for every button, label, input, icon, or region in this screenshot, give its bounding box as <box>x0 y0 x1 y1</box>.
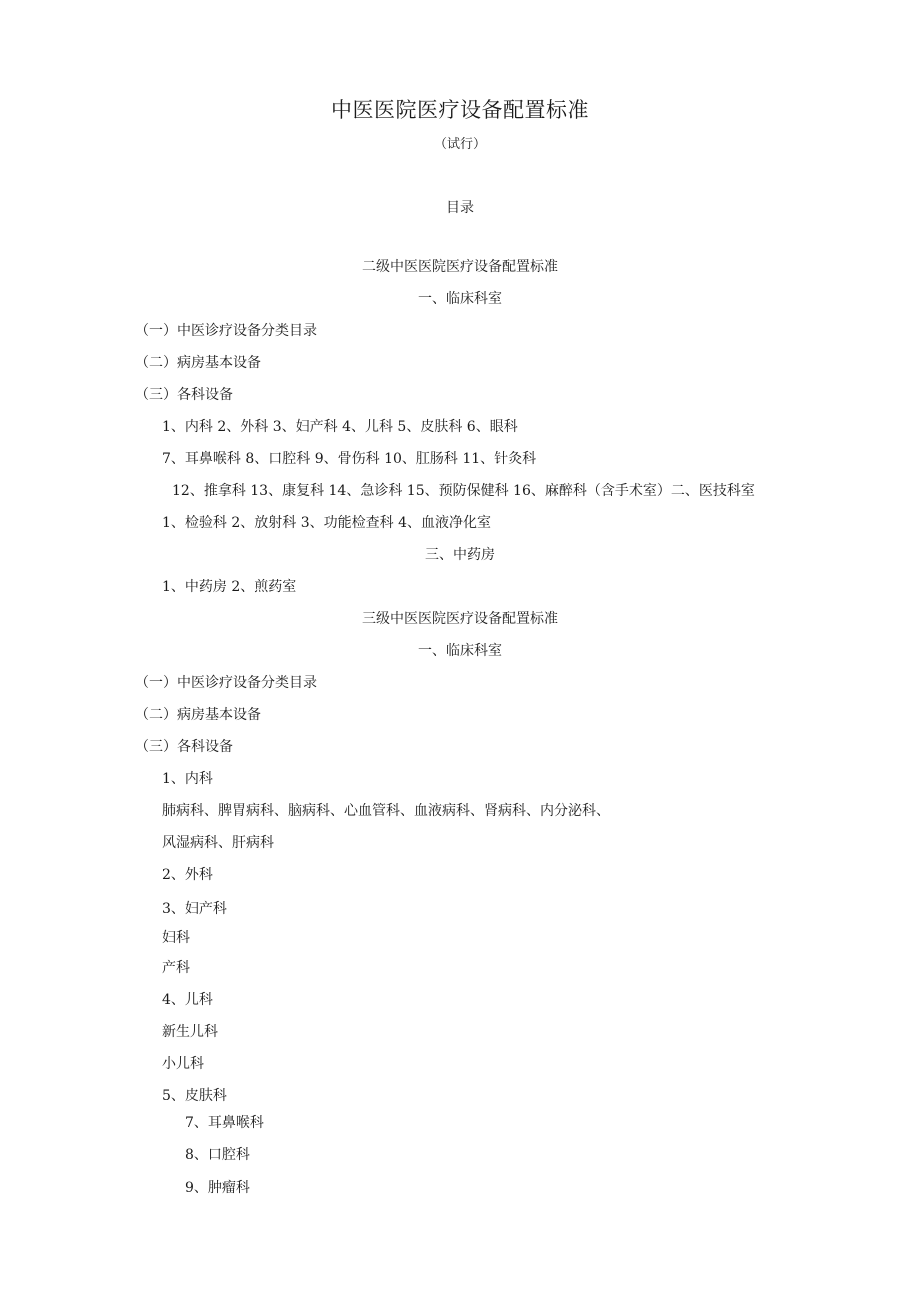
level3-internal-sub-a: 肺病科、脾胃病科、脑病科、心血管科、血液病科、肾病科、内分泌科、 <box>162 803 610 819</box>
level3-clinical-heading: 一、临床科室 <box>418 643 502 659</box>
level2-item-3: （三）各科设备 <box>135 387 233 403</box>
level2-pharmacy-heading: 三、中药房 <box>425 547 495 563</box>
level2-item-1: （一）中医诊疗设备分类目录 <box>135 323 317 339</box>
level2-departments-a: 1、内科 2、外科 3、妇产科 4、儿科 5、皮肤科 6、眼科 <box>162 419 518 435</box>
document-title: 中医医院医疗设备配置标准 <box>331 98 589 122</box>
document-subtitle: （试行） <box>433 137 486 152</box>
level2-clinical-heading: 一、临床科室 <box>418 291 502 307</box>
level2-pharmacy-list: 1、中药房 2、煎药室 <box>162 579 297 595</box>
level2-departments-b: 7、耳鼻喉科 8、口腔科 9、骨伤科 10、肛肠科 11、针灸科 <box>162 451 537 467</box>
level3-derm: 5、皮肤科 <box>162 1088 227 1104</box>
level3-item-1: （一）中医诊疗设备分类目录 <box>135 675 317 691</box>
level3-gyn: 妇科 <box>162 930 190 946</box>
level3-neonatal: 新生儿科 <box>162 1024 218 1040</box>
level3-obs: 产科 <box>162 960 190 976</box>
level3-child: 小儿科 <box>162 1056 204 1072</box>
level3-item-3: （三）各科设备 <box>135 739 233 755</box>
level3-ent: 7、耳鼻喉科 <box>185 1115 264 1131</box>
level3-dental: 8、口腔科 <box>185 1147 250 1163</box>
toc-heading: 目录 <box>446 200 474 216</box>
level3-pediatrics: 4、儿科 <box>162 992 213 1008</box>
level2-heading: 二级中医医院医疗设备配置标准 <box>362 259 558 275</box>
level2-item-2: （二）病房基本设备 <box>135 355 261 371</box>
level3-internal: 1、内科 <box>162 771 213 787</box>
level3-surgery: 2、外科 <box>162 867 213 883</box>
level3-obgyn: 3、妇产科 <box>162 901 227 917</box>
level2-departments-c: 12、推拿科 13、康复科 14、急诊科 15、预防保健科 16、麻醉科（含手术室）二、医技科室 <box>172 483 755 499</box>
level3-item-2: （二）病房基本设备 <box>135 707 261 723</box>
level3-oncology: 9、肿瘤科 <box>185 1180 250 1196</box>
level3-heading: 三级中医医院医疗设备配置标准 <box>362 611 558 627</box>
level2-medtech-list: 1、检验科 2、放射科 3、功能检查科 4、血液净化室 <box>162 515 491 531</box>
level3-internal-sub-b: 风湿病科、肝病科 <box>162 835 274 851</box>
